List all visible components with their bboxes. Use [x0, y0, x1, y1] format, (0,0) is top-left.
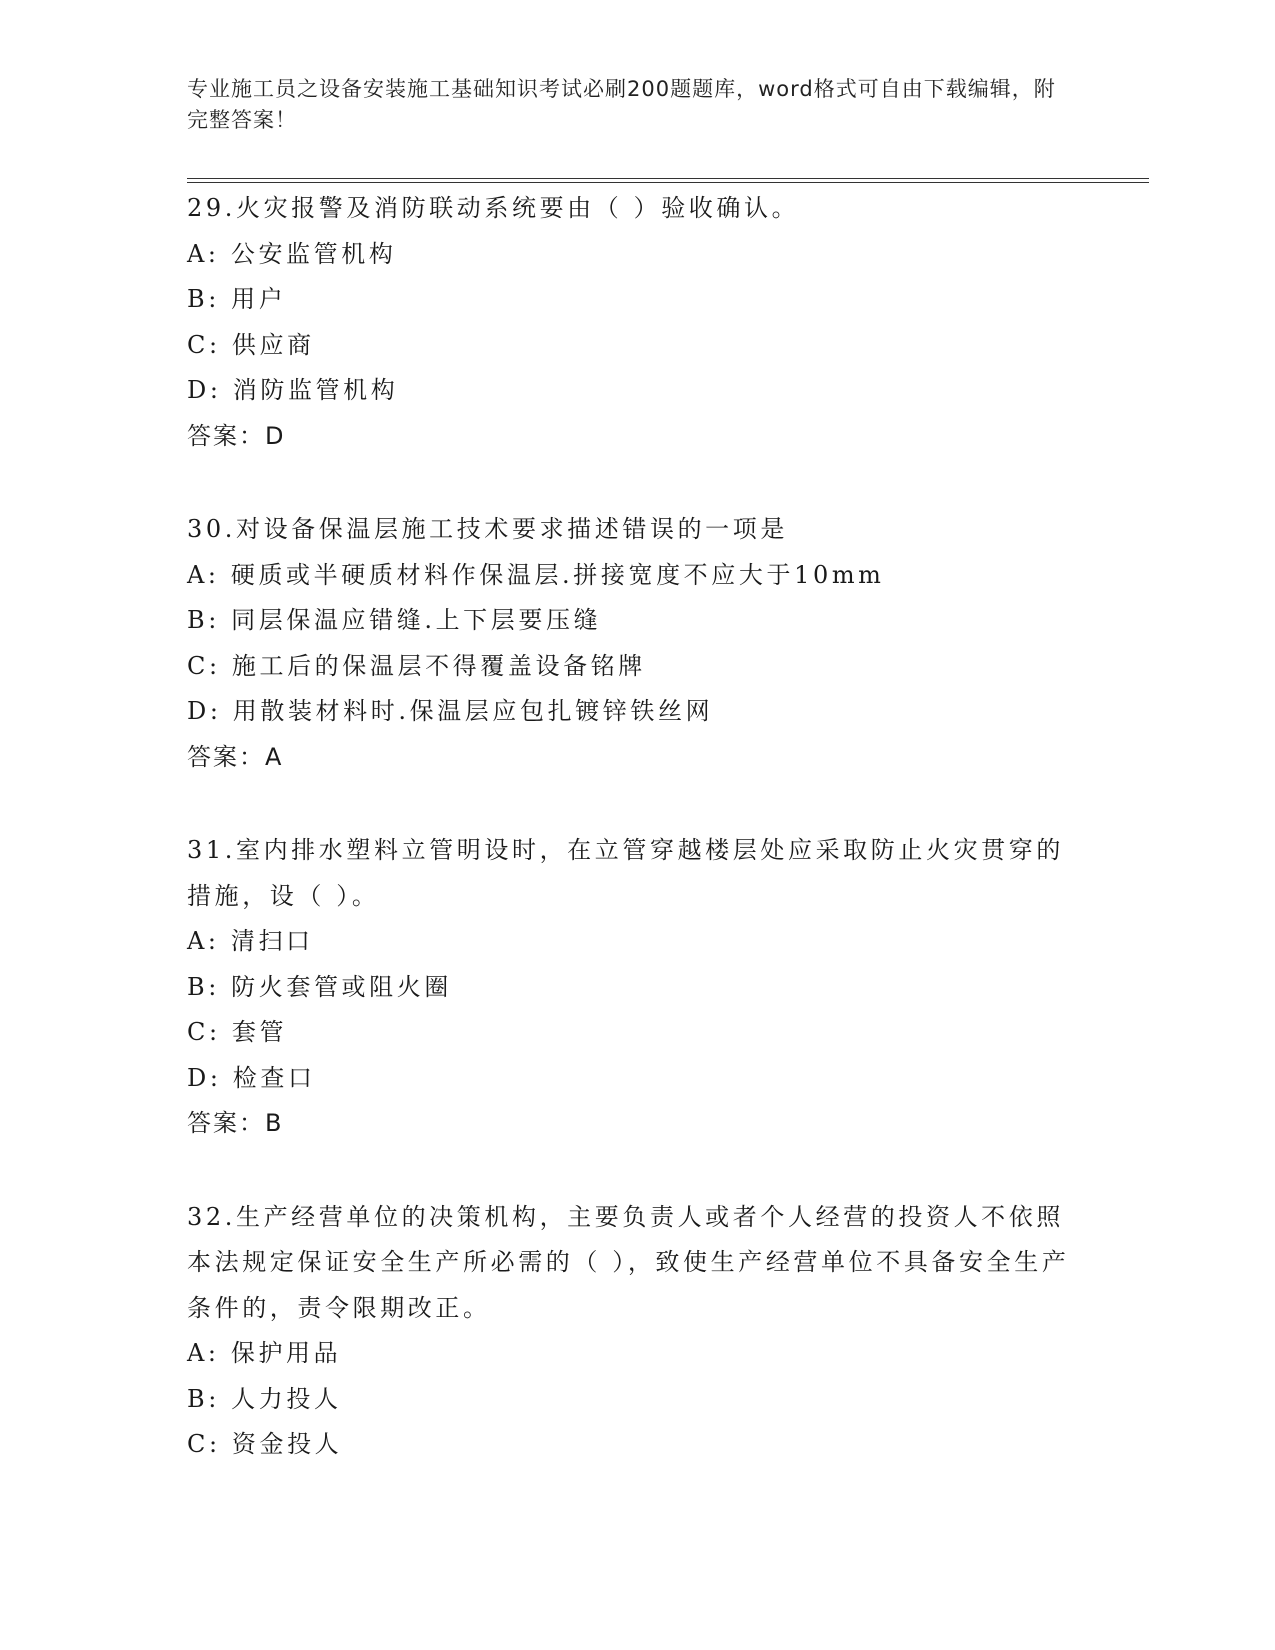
- option-b: B: 同层保温应错缝.上下层要压缝: [187, 606, 602, 634]
- option-c: C: 施工后的保温层不得覆盖设备铭牌: [187, 651, 646, 680]
- option-a: A: 保护用品: [187, 1339, 342, 1367]
- question-30: [187, 507, 1087, 780]
- option-c: C: 供应商: [187, 330, 315, 359]
- question-32: [187, 1195, 1087, 1468]
- question-text: 29.火灾报警及消防联动系统要由（ ）验收确认。: [187, 194, 800, 222]
- option-a: A: 公安监管机构: [187, 239, 397, 268]
- answer-label: 答案：D: [187, 421, 286, 450]
- question-text: 30.对设备保温层施工技术要求描述错误的一项是: [187, 515, 788, 543]
- option-a: A: 清扫口: [187, 927, 314, 955]
- option-a: A: 硬质或半硬质材料作保温层.拼接宽度不应大于10mm: [187, 560, 885, 589]
- question-list: [187, 186, 1087, 1516]
- answer-label: 答案：A: [187, 742, 284, 771]
- question-31: [187, 828, 1087, 1147]
- question-29: [187, 186, 1087, 459]
- question-text: 32.生产经营单位的决策机构，主要负责人或者个人经营的投资人不依照本法规定保证安全生产所必需的（ ），致使生产经营单位不具备安全生产条件的，责令限期改正。: [187, 1202, 1070, 1322]
- option-b: B: 用户: [187, 285, 287, 313]
- answer-label: 答案：B: [187, 1109, 284, 1137]
- option-b: B: 人力投人: [187, 1384, 342, 1413]
- option-d: D: 用散装材料时.保温层应包扎镀锌铁丝网: [187, 697, 714, 725]
- document-header: 专业施工员之设备安装施工基础知识考试必刷200题题库，word格式可自由下载编辑，附完整答案！: [187, 77, 1056, 132]
- option-d: D: 检查口: [187, 1063, 316, 1092]
- header-rule-bottom: [187, 182, 1149, 183]
- option-c: C: 资金投人: [187, 1430, 343, 1458]
- header-rule-top: [187, 178, 1149, 179]
- option-d: D: 消防监管机构: [187, 376, 399, 404]
- option-c: C: 套管: [187, 1018, 288, 1046]
- question-text: 31.室内排水塑料立管明设时，在立管穿越楼层处应采取防止火灾贯穿的措施，设（ ）。: [187, 836, 1064, 910]
- option-b: B: 防火套管或阻火圈: [187, 972, 452, 1001]
